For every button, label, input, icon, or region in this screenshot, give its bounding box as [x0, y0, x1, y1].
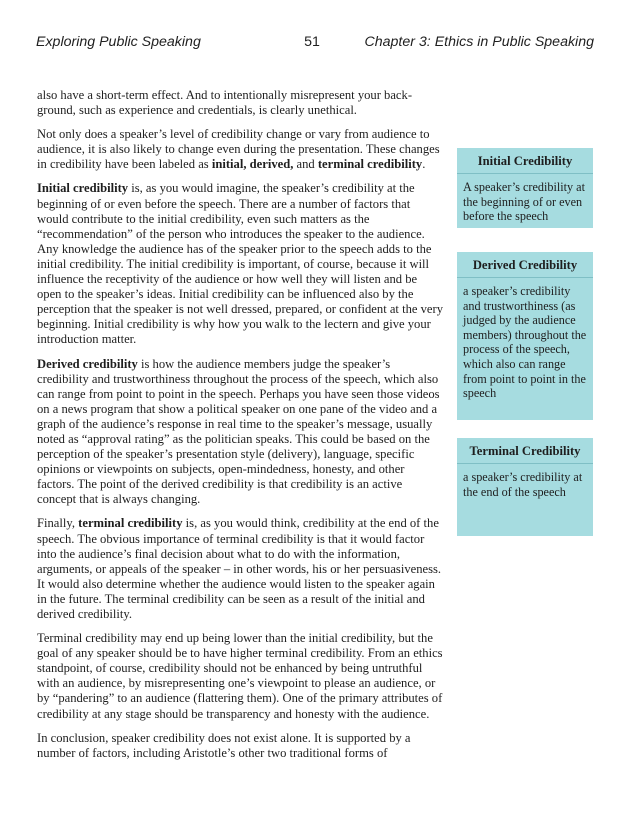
- paragraph-text: is, as you would think, credibility at the end of the speech. The obvious importance of terminal credibility is that it would factor into the audience’s final decision about what to do with the information, arguments, or appeals of the speaker – in other words, his or her persuasiveness. It would also determine whether the audience would listen to the speaker again in the future. The terminal credibility can be seen as a result of the initial and derived credibility.: [37, 516, 442, 621]
- term-initial-derived: initial, derived,: [211, 157, 294, 172]
- sidebar-title: Derived Credibility: [472, 258, 578, 272]
- chapter-title: Chapter 3: Ethics in Public Speaking: [364, 34, 594, 50]
- paragraph-terminal-ethics: Terminal credibility may end up being lower than the initial credibility, but the goal of any speaker should be to have higher terminal credibility. From an ethics standpoint, of course, credibility should not be enhanced by being untruthful with an audience, by misrepresenting one’s viewpoint to please an audience, or by “pandering” to an audience (flattering them). One of the primary attributes of credibility at any stage should be transparency and honesty with the audience.: [37, 631, 443, 721]
- sidebar-text: a speaker’s credibility at the end of the speech: [463, 470, 583, 499]
- sidebar-text: A speaker’s credibility at the beginning of or even before the speech: [463, 180, 585, 224]
- paragraph-text: Finally,: [37, 516, 79, 531]
- paragraph-credibility-change: [37, 127, 444, 172]
- sidebar-text: a speaker’s credibility and trustworthiness (as judged by the audience members) throughout the process of the speech, which also can range from point to point in the speech: [463, 284, 587, 401]
- paragraph-text: Not only does a speaker’s level of credibility change or vary from audience to audience, it is also likely to change even during the presentation. These changes in credibility have been labeled as: [37, 127, 440, 172]
- paragraph-text: .: [422, 157, 426, 172]
- term-terminal: terminal credibility: [317, 157, 423, 172]
- sidebar-divider: [457, 463, 593, 464]
- sidebar-title: Terminal Credibility: [469, 444, 581, 458]
- paragraph-text: is, as you would imagine, the speaker’s credibility at the beginning of or even before the speech. There are a number of factors that would contribute to the initial credibility, even such matters as the “recommendation” of the person who introduces the speaker to the audience. Any knowledge the audience has of the speaker prior to the speech adds to the initial credibility. The initial credibility is important, of course, because it will influence the receptivity of the audience or how well they will listen and be open to the speaker’s ideas. Initial credibility can be influenced also by the perception that the speaker is not well dressed, prepared, or confident at the very beginning. Initial credibility is why how you walk to the lectern and give your introduction matter.: [37, 181, 443, 347]
- sidebar-divider: [457, 173, 593, 174]
- book-title: Exploring Public Speaking: [36, 34, 201, 50]
- sidebar-definition-terminal: [457, 438, 593, 536]
- paragraph-text: is how the audience members judge the speaker’s credibility and trustworthiness throughout the process of the speech, which also can range from point to point in the speech. Perhaps you have seen those videos on a news program that show a political speaker on one pane of the video and a graph of the audience’s response in real time to the speaker’s message, usually noted as “approval rating” as the politician speaks. This could be based on the perception of the speaker’s presentation style (delivery), language, specific opinions or viewpoints on subjects, open-mindedness, honesty, and other factors. The point of the derived credibility is that credibility is an active concept that is always changing.: [37, 356, 440, 507]
- page-number: 51: [304, 34, 320, 50]
- sidebar-divider: [457, 277, 593, 278]
- paragraph-text: and: [293, 157, 318, 172]
- term-terminal-credibility: terminal credibility: [78, 516, 183, 531]
- running-header: [36, 34, 594, 56]
- sidebar-definition-initial: [457, 148, 593, 228]
- body-text: [37, 88, 444, 770]
- sidebar-title: Initial Credibility: [477, 154, 573, 168]
- term-derived-credibility: Derived credibility: [37, 356, 138, 371]
- paragraph-initial-credibility: [37, 181, 444, 347]
- term-initial-credibility: Initial credibility: [37, 181, 129, 196]
- paragraph-derived-credibility: [37, 357, 444, 508]
- paragraph-continuation: also have a short-term effect. And to intentionally misrepresent your back-ground, such as experience and credentials, is clearly unethical.: [37, 88, 413, 118]
- sidebar-definition-derived: [457, 252, 593, 420]
- paragraph-terminal-credibility: [37, 516, 444, 622]
- paragraph-conclusion: In conclusion, speaker credibility does not exist alone. It is supported by a number of factors, including Aristotle’s other two traditional forms of: [37, 730, 411, 760]
